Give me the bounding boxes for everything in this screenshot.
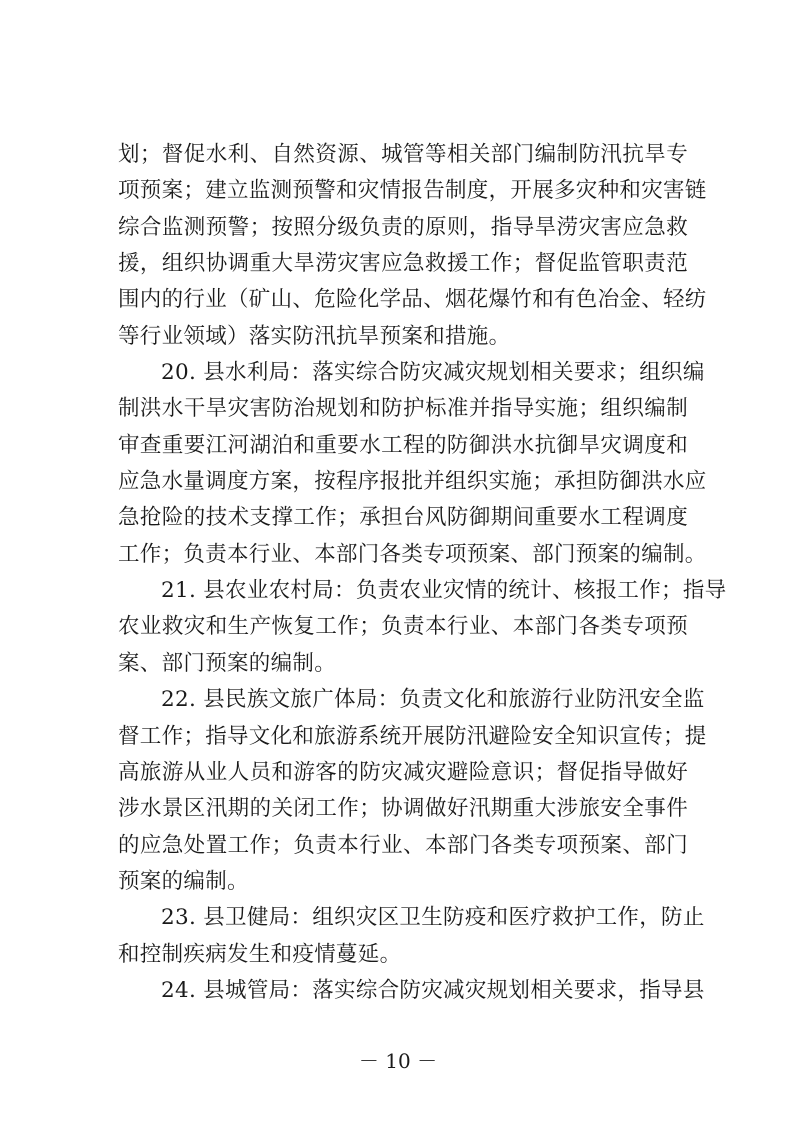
text-line: 等行业领域）落实防汛抗旱预案和措施。: [118, 323, 511, 349]
text-line: 的应急处置工作；负责本行业、本部门各类专项预案、部门: [118, 832, 688, 858]
text-line: 急抢险的技术支撑工作；承担台风防御期间重要水工程调度: [118, 505, 688, 531]
text-line: 制洪水干旱灾害防治规划和防护标准并指导实施；组织编制: [118, 396, 688, 422]
paragraph-start-line: 22. 县民族文旅广体局：负责文化和旅游行业防汛安全监: [161, 687, 705, 713]
text-line: 高旅游从业人员和游客的防灾减灾避险意识；督促指导做好: [118, 759, 688, 785]
text-line: 预案的编制。: [118, 868, 249, 894]
text-line: 和控制疾病发生和疫情蔓延。: [118, 941, 402, 967]
paragraph-start-line: 24. 县城管局：落实综合防灾减灾规划相关要求，指导县: [161, 977, 705, 1003]
text-line: 援，组织协调重大旱涝灾害应急救援工作；督促监管职责范: [118, 251, 688, 277]
text-line: 涉水景区汛期的关闭工作；协调做好汛期重大涉旅安全事件: [118, 796, 688, 822]
page-number: － 10 －: [358, 1049, 438, 1073]
paragraph-start-line: 23. 县卫健局：组织灾区卫生防疫和医疗救护工作，防止: [161, 905, 705, 931]
text-line: 划；督促水利、自然资源、城管等相关部门编制防汛抗旱专: [118, 142, 688, 167]
text-line: 应急水量调度方案，按程序报批并组织实施；承担防御洪水应: [118, 469, 707, 495]
paragraph-start-line: 21. 县农业农村局：负责农业灾情的统计、核报工作；指导: [161, 578, 727, 604]
text-line: 项预案；建立监测预警和灾情报告制度，开展多灾种和灾害链: [118, 178, 707, 204]
text-line: 案、部门预案的编制。: [118, 650, 337, 676]
text-line: 审查重要江河湖泊和重要水工程的防御洪水抗御旱灾调度和: [118, 432, 688, 458]
text-line: 工作；负责本行业、本部门各类专项预案、部门预案的编制。: [118, 541, 707, 567]
text-line: 综合监测预警；按照分级负责的原则，指导旱涝灾害应急救: [118, 214, 688, 240]
text-line: 督工作；指导文化和旅游系统开展防汛避险安全知识宣传；提: [118, 723, 707, 749]
text-line: 农业救灾和生产恢复工作；负责本行业、本部门各类专项预: [118, 614, 688, 640]
body-text: [118, 137, 727, 1009]
text-line: 围内的行业（矿山、危险化学品、烟花爆竹和有色冶金、轻纺: [118, 287, 707, 313]
paragraph-start-line: 20. 县水利局：落实综合防灾减灾规划相关要求；组织编: [161, 360, 705, 386]
